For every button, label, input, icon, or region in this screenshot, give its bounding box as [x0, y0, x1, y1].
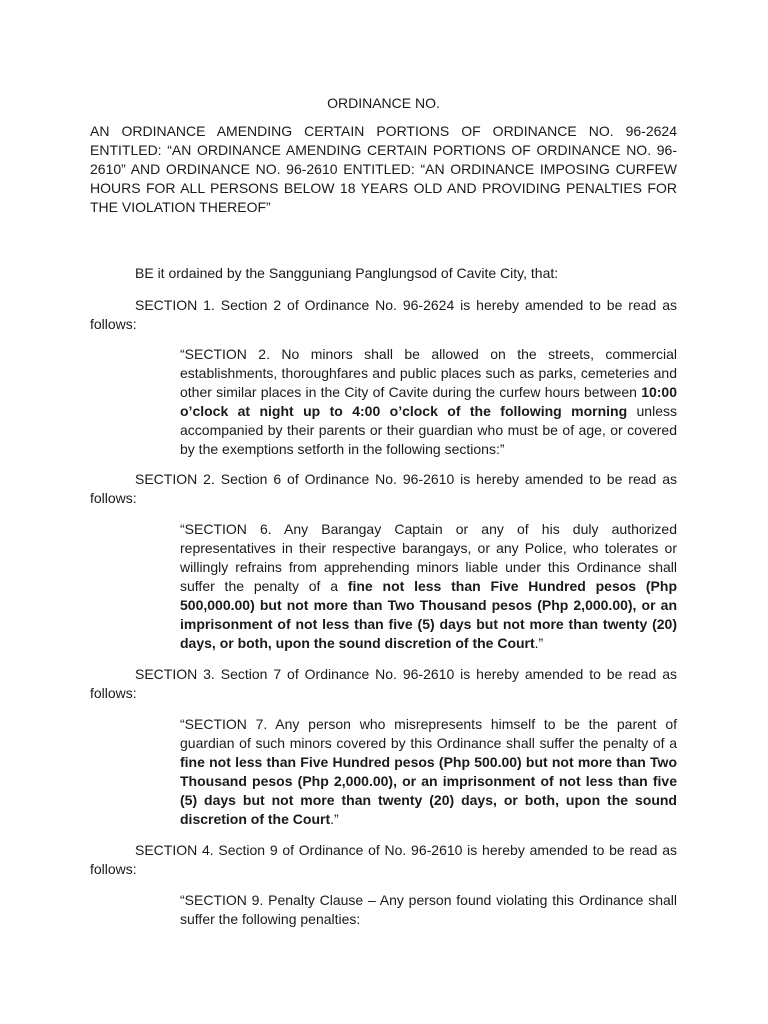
- section-2-quote: [180, 520, 677, 653]
- section-1-quote: [180, 345, 677, 459]
- section-1-lead: [90, 296, 677, 334]
- section-1-quote-end: unless accompanied by their parents or their guardian who must be of age, or covered by the exemptions setforth in the following sections:”: [180, 403, 677, 457]
- document-page: [90, 0, 677, 1024]
- ordinance-heading: AN ORDINANCE AMENDING CERTAIN PORTIONS OF ORDINANCE NO. 96-2624 ENTITLED: “AN ORDINANCE AMENDING CERTAIN PORTIONS OF ORDINANCE NO. 96-2610” AND ORDINANCE NO. 96-2610 ENTITLED: “AN ORDINANCE IMPOSING CURFEW HOURS FOR ALL PERSONS BELOW 18 YEARS OLD AND PROVIDING PENALTIES FOR THE VIOLATION THEREOF”: [90, 123, 677, 215]
- section-4-lead: [90, 841, 677, 879]
- ordinance-title: ORDINANCE NO.: [327, 95, 440, 111]
- section-3-lead: [90, 665, 677, 703]
- section-2-lead: [90, 470, 677, 508]
- section-2-quote-end: .”: [534, 635, 544, 651]
- section-2-lead-text: SECTION 2. Section 6 of Ordinance No. 96-2610 is hereby amended to be read as follows:: [90, 471, 677, 506]
- section-3-quote-bold: fine not less than Five Hundred pesos (Php 500.00) but not more than Two Thousand pesos (Php 2,000.00), or an imprisonment of not less than five (5) days but not more than twenty (20) days, or both, upon the sound discretion of the Court: [180, 754, 677, 827]
- section-2-quote-text: “SECTION 6. Any Barangay Captain or any of his duly authorized representatives in their respective barangays, or any Police, who tolerates or willingly refrains from apprehending minors liable under this Ordinance shall suffer the penalty of a: [180, 521, 677, 594]
- section-3-quote-text: “SECTION 7. Any person who misrepresents himself to be the parent of guardian of such minors covered by this Ordinance shall suffer the penalty of a: [180, 716, 677, 751]
- section-3-quote: [180, 715, 677, 829]
- section-2-quote-bold: fine not less than Five Hundred pesos (Php 500,000.00) but not more than Two Thousand pesos (Php 2,000.00), or an imprisonment of not less than five (5) days but not more than twenty (20) days, or both, upon the sound discretion of the Court: [180, 578, 677, 651]
- enacting-clause-text: BE it ordained by the Sangguniang Panglungsod of Cavite City, that:: [135, 265, 559, 281]
- enacting-clause: [90, 264, 677, 283]
- section-1-lead-text: SECTION 1. Section 2 of Ordinance No. 96-2624 is hereby amended to be read as follows:: [90, 297, 677, 332]
- section-4-quote: “SECTION 9. Penalty Clause – Any person found violating this Ordinance shall suffer the following penalties:: [180, 892, 677, 927]
- section-1-quote-text: “SECTION 2. No minors shall be allowed on the streets, commercial establishments, thoroughfares and public places such as parks, cemeteries and other similar places in the City of Cavite during the curfew hours between: [180, 346, 677, 400]
- section-1-quote-bold: 10:00 o’clock at night up to 4:00 o’clock of the following morning: [180, 384, 677, 419]
- section-3-quote-end: .”: [330, 811, 339, 827]
- section-3-lead-text: SECTION 3. Section 7 of Ordinance No. 96-2610 is hereby amended to be read as follows:: [90, 666, 677, 701]
- section-4-lead-text: SECTION 4. Section 9 of Ordinance of No. 96-2610 is hereby amended to be read as follows:: [90, 842, 677, 877]
